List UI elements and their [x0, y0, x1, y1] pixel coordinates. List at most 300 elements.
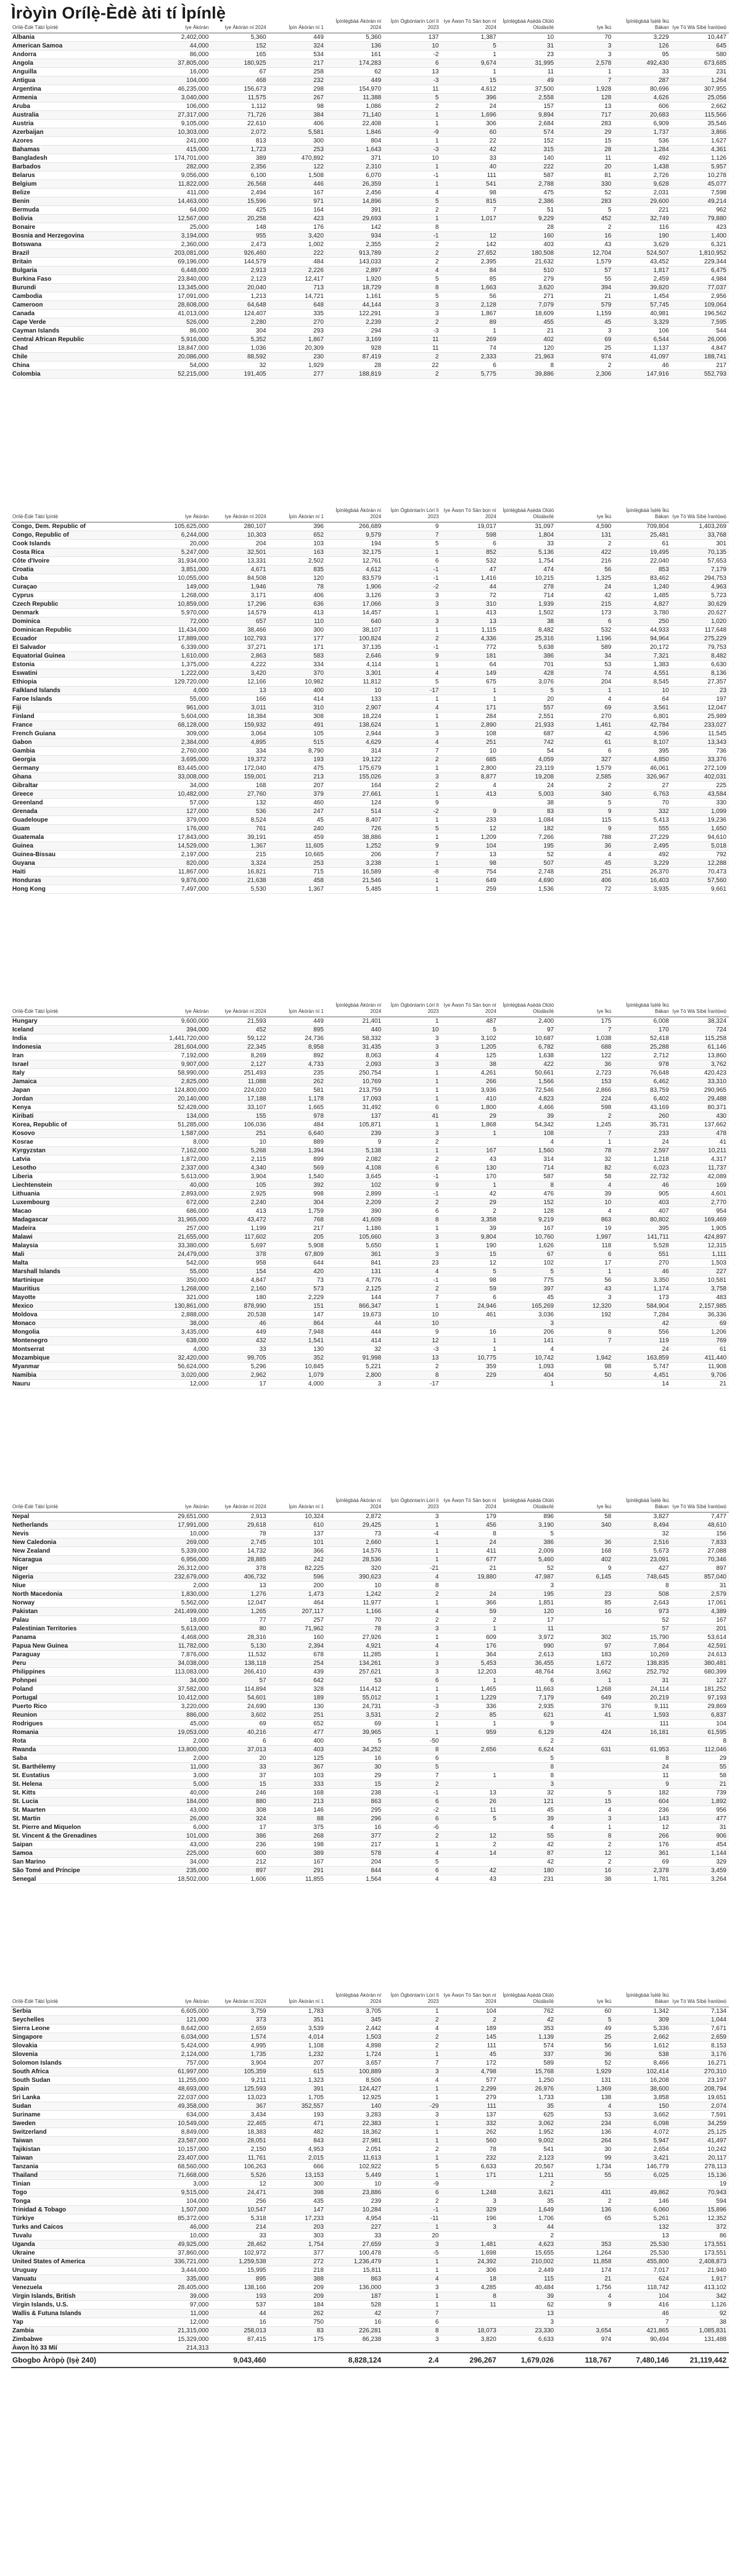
table-cell: 340 [556, 790, 614, 799]
table-cell: 11,737 [672, 1164, 729, 1173]
table-cell: 477 [269, 1728, 326, 1737]
country-name: Germany [11, 764, 154, 773]
table-row [11, 807, 729, 816]
table-cell: 215 [556, 600, 614, 609]
table-row [11, 1564, 729, 1573]
table-cell: 98 [269, 102, 326, 111]
table-cell: 17,233 [269, 2215, 326, 2223]
column-header: Iye Àkóràn [154, 19, 211, 33]
table-cell: 32 [499, 1789, 556, 1798]
country-name: Italy [11, 1069, 154, 1078]
country-name: Lithuania [11, 1190, 154, 1199]
table-cell: 268 [269, 1832, 326, 1841]
table-cell: 39,820 [614, 284, 671, 292]
table-cell [614, 2180, 671, 2189]
table-row [11, 1763, 729, 1772]
table-cell: 17,061 [672, 1599, 729, 1608]
table-cell: 820,000 [154, 859, 211, 868]
table-cell: 449 [269, 33, 326, 42]
table-cell: -21 [384, 1564, 441, 1573]
column-header: Iye Tó Wà Síbẹ̀ Ìranlọ́wọ́ [672, 1498, 729, 1513]
table-cell: 161 [326, 51, 384, 59]
table-cell: 1,638 [499, 1052, 556, 1060]
table-cell: 106,000 [154, 102, 211, 111]
table-cell: 3,820 [441, 2335, 498, 2344]
table-cell: 634,000 [154, 2111, 211, 2120]
table-cell: 11,545 [672, 730, 729, 738]
table-cell: 3,695,000 [154, 756, 211, 764]
table-cell: 6,801 [614, 712, 671, 721]
table-cell: 899 [269, 1155, 326, 1164]
table-cell: 168 [556, 1547, 614, 1556]
table-cell: 1,264 [556, 2249, 614, 2258]
table-row [11, 301, 729, 310]
table-cell: 1,733 [499, 2094, 556, 2102]
table-cell: 574 [499, 2042, 556, 2050]
table-cell: 4,000 [154, 1345, 211, 1354]
table-cell: 736 [672, 747, 729, 756]
table-cell: 2,449 [499, 2266, 556, 2275]
table-cell: 193 [269, 756, 326, 764]
table-cell: 857,040 [672, 1573, 729, 1582]
table-cell: 294 [326, 327, 384, 336]
column-header: Iye Àwọn Tó Sàn bọn ní 2024 [441, 1992, 498, 2007]
table-cell: 8,153 [672, 2042, 729, 2050]
table-cell: 2,597 [614, 1147, 671, 1155]
table-cell: 20,683 [614, 111, 671, 120]
table-cell: 555 [614, 825, 671, 833]
table-header-row [11, 1002, 729, 1017]
table-cell: 30 [326, 1763, 384, 1772]
table-cell: 13,800,000 [154, 1746, 211, 1754]
table-cell: 306 [441, 2266, 498, 2275]
table-cell: 27,317,000 [154, 111, 211, 120]
table-cell: 111 [441, 2042, 498, 2050]
table-cell: 813 [211, 137, 268, 146]
table-cell: 5,916,000 [154, 336, 211, 344]
table-cell: 1 [384, 2050, 441, 2059]
table-cell: 24,946 [441, 1302, 498, 1311]
table-cell: 542,000 [154, 1259, 211, 1268]
table-cell: 10 [384, 154, 441, 163]
table-cell: 19,236 [672, 816, 729, 825]
table-cell: 227 [672, 1268, 729, 1276]
table-cell: 11,605 [269, 842, 326, 851]
table-cell: 1,242 [326, 1590, 384, 1599]
table-cell: 3 [384, 2068, 441, 2076]
table-cell: 2,726 [614, 171, 671, 180]
table-row [11, 721, 729, 730]
table-cell: 173 [556, 609, 614, 617]
table-cell: 3,036 [499, 1311, 556, 1319]
table-cell: 20,627 [672, 609, 729, 617]
table-cell: 491 [269, 721, 326, 730]
table-cell: 5,018 [672, 842, 729, 851]
table-cell: 42 [441, 146, 498, 154]
table-cell: 386 [499, 1538, 556, 1547]
table-cell: 4 [499, 1823, 556, 1832]
country-table-section [11, 1992, 729, 2368]
table-cell: 16,000 [154, 68, 211, 76]
table-cell: 5,130 [211, 1642, 268, 1651]
table-cell: 2,310 [326, 163, 384, 171]
table-cell: 54,342 [499, 1121, 556, 1129]
table-cell: 478 [672, 1129, 729, 1138]
table-cell: 196 [441, 2215, 498, 2223]
table-cell: 1,209 [441, 833, 498, 842]
table-row [11, 2128, 729, 2137]
table-cell: 4,601 [672, 1190, 729, 1199]
table-cell: 94,964 [614, 635, 671, 643]
table-cell: 3,657 [326, 2059, 384, 2068]
table-cell: 18 [441, 2275, 498, 2284]
table-cell: 1,649 [499, 2206, 556, 2215]
table-row [11, 1078, 729, 1086]
table-cell: 2,160 [211, 1285, 268, 1294]
country-name: Finland [11, 712, 154, 721]
table-cell: 10,055,000 [154, 574, 211, 583]
table-cell: 51 [499, 206, 556, 215]
table-cell: 53,614 [672, 1633, 729, 1642]
table-row [11, 1371, 729, 1380]
table-cell: 8,000 [154, 1138, 211, 1147]
table-cell: 230 [269, 353, 326, 361]
table-cell: 12,352 [672, 2215, 729, 2223]
table-cell: 351 [269, 2016, 326, 2025]
country-name: Andorra [11, 51, 154, 59]
country-name: Georgia [11, 756, 154, 764]
table-cell: 134,261 [326, 1659, 384, 1668]
table-cell: 3,064 [211, 730, 268, 738]
table-cell: 231 [499, 1875, 556, 1884]
table-cell: -1 [384, 1789, 441, 1798]
table-cell: 649 [556, 1694, 614, 1703]
table-cell: 24 [441, 1538, 498, 1547]
table-cell: 577 [441, 2076, 498, 2085]
table-cell: 41,097 [614, 353, 671, 361]
table-cell: 3,229 [614, 859, 671, 868]
table-cell: 10,742 [499, 1354, 556, 1363]
grand-total-cell [154, 2353, 211, 2368]
table-row [11, 1841, 729, 1849]
table-cell: 208,794 [672, 2085, 729, 2094]
table-cell: 1,942 [556, 1354, 614, 1363]
table-cell: 4,895 [211, 738, 268, 747]
country-name: Iceland [11, 1026, 154, 1034]
table-cell: 4,612 [441, 85, 498, 94]
table-cell: 3,904 [211, 1173, 268, 1181]
table-cell: 136 [326, 42, 384, 51]
country-name: Slovakia [11, 2042, 154, 2050]
table-cell: 610 [269, 1521, 326, 1530]
table-cell: 4,798 [441, 2068, 498, 2076]
country-name: Kosovo [11, 1129, 154, 1138]
table-cell: 293 [269, 327, 326, 336]
table-cell: 50 [556, 1371, 614, 1380]
table-cell: 13 [211, 1582, 268, 1590]
country-name: Cameroon [11, 301, 154, 310]
table-cell: 18,384 [211, 712, 268, 721]
table-cell: 52,428,000 [154, 1104, 211, 1112]
table-row [11, 2266, 729, 2275]
table-cell: 3 [556, 42, 614, 51]
country-name: Israel [11, 1060, 154, 1069]
table-cell: 195 [499, 1590, 556, 1599]
table-cell: 70 [556, 33, 614, 42]
table-cell: 20 [384, 2232, 441, 2240]
table-cell: 2,395 [441, 258, 498, 266]
table-cell: 31,995 [499, 59, 556, 68]
table-cell: 541 [499, 2145, 556, 2154]
table-cell: 377 [326, 1832, 384, 1841]
country-name: Madagascar [11, 1216, 154, 1224]
table-cell: 36,455 [499, 1659, 556, 1668]
table-cell: 19 [556, 1224, 614, 1233]
table-cell: 464 [269, 1599, 326, 1608]
table-cell: 8,506 [326, 2076, 384, 2085]
table-row [11, 2094, 729, 2102]
table-cell: 31,965,000 [154, 1216, 211, 1224]
table-cell: 8,790 [269, 747, 326, 756]
table-cell: 64 [441, 661, 498, 669]
table-cell: 1,268,000 [154, 1285, 211, 1294]
table-cell: 2,893,000 [154, 1190, 211, 1199]
table-row [11, 1806, 729, 1815]
table-cell: 272,109 [672, 764, 729, 773]
table-cell: 132 [614, 2223, 671, 2232]
table-cell: 10,982 [269, 678, 326, 687]
table-cell: 1,166 [326, 1608, 384, 1616]
table-cell: 167 [269, 1858, 326, 1867]
table-cell: 1,264 [672, 76, 729, 85]
table-cell: 361 [614, 1849, 671, 1858]
table-cell: 8,494 [614, 1521, 671, 1530]
table-cell: 14,529,000 [154, 842, 211, 851]
table-cell [441, 1582, 498, 1590]
table-cell: 640 [326, 617, 384, 626]
table-cell: 157 [499, 102, 556, 111]
table-cell: 1 [384, 2258, 441, 2266]
table-row [11, 1121, 729, 1129]
table-row [11, 635, 729, 643]
table-cell: 13,153 [269, 2171, 326, 2180]
table-cell: 5,650 [326, 1242, 384, 1250]
table-cell: 905 [614, 1190, 671, 1199]
column-header: Ìpín Àkóràn ní 1 [269, 1992, 326, 2007]
column-header: Ìpínlẹ̀gbàá Àkóràn ní 2024 [326, 508, 384, 522]
table-cell: 10,211 [672, 1147, 729, 1155]
table-cell: 106,263 [211, 2163, 268, 2171]
table-cell: 217 [326, 1841, 384, 1849]
table-cell: 20,172 [614, 643, 671, 652]
table-cell: 350,000 [154, 1276, 211, 1285]
table-cell: 2,000 [154, 1737, 211, 1746]
country-name: Romania [11, 1728, 154, 1737]
table-cell: 33 [441, 154, 498, 163]
table-cell: 233,027 [672, 721, 729, 730]
table-cell: 2,585 [556, 773, 614, 782]
table-cell: 36 [556, 1060, 614, 1069]
country-name: Monaco [11, 1319, 154, 1328]
table-cell: 31,492 [326, 1104, 384, 1112]
country-name: Seychelles [11, 2016, 154, 2025]
table-cell: 425 [211, 206, 268, 215]
table-cell: 257,621 [326, 1668, 384, 1677]
table-row [11, 1199, 729, 1207]
table-cell [556, 2318, 614, 2327]
table-cell: 45 [441, 2050, 498, 2059]
table-cell: 21,593 [211, 1017, 268, 1026]
column-header: Iye Àkóràn ní 2024 [211, 1498, 268, 1513]
table-cell: 152 [499, 1199, 556, 1207]
table-cell: 56 [556, 2042, 614, 2050]
table-cell: 12,000 [154, 2318, 211, 2327]
table-cell: 34,259 [672, 2120, 729, 2128]
table-cell: 6 [384, 1815, 441, 1823]
table-cell: 456 [441, 1521, 498, 1530]
column-header: Ìpínlẹ̀gbàá Àkóràn ní 2024 [326, 1992, 384, 2007]
table-cell: 3,629 [614, 241, 671, 249]
table-cell: 4 [384, 189, 441, 197]
table-cell: 46 [614, 2310, 671, 2318]
table-cell [556, 2310, 614, 2318]
table-cell: 120 [499, 344, 556, 353]
table-cell: 3,329 [614, 318, 671, 327]
table-cell: 1,783 [269, 2007, 326, 2016]
table-cell: 1 [384, 1685, 441, 1694]
table-cell: 5 [556, 2016, 614, 2025]
table-cell: 61 [556, 738, 614, 747]
table-cell: 27,229 [614, 833, 671, 842]
table-cell: 678 [269, 1651, 326, 1659]
table-cell: 4,451 [614, 1371, 671, 1380]
table-cell: 121 [499, 1798, 556, 1806]
table-cell: 1,079 [269, 1371, 326, 1380]
table-cell: 57,000 [154, 799, 211, 807]
column-header: Ìpínlẹ̀gbàá Ìṣẹ̀lẹ̀ Ìkú Bákan [614, 508, 671, 522]
table-cell: 2,015 [269, 2154, 326, 2163]
table-cell: 57,745 [614, 301, 671, 310]
table-cell: 29 [556, 128, 614, 137]
table-cell: 21,940 [672, 2266, 729, 2275]
table-cell: 195 [499, 842, 556, 851]
table-cell: 52 [556, 189, 614, 197]
table-cell: -1 [384, 232, 441, 241]
table-cell: 2,473 [211, 241, 268, 249]
table-cell: 167 [269, 189, 326, 197]
table-cell: 9,105,000 [154, 120, 211, 128]
table-cell: 449 [269, 1017, 326, 1026]
table-cell: 7,833 [672, 1538, 729, 1547]
country-name: Lesotho [11, 1164, 154, 1173]
table-cell: 23,330 [499, 2327, 556, 2335]
table-cell: 37,860,000 [154, 2249, 211, 2258]
table-cell: 524,507 [614, 249, 671, 258]
table-cell: 403 [614, 1199, 671, 1207]
column-header: Iye Tó Wà Síbẹ̀ Ìranlọ́wọ́ [672, 508, 729, 522]
table-cell: 9,579 [326, 531, 384, 540]
table-cell: 1,084 [499, 816, 556, 825]
table-cell: 7,497,000 [154, 885, 211, 894]
table-cell: 5,261 [614, 2215, 671, 2223]
table-cell: 242 [269, 1556, 326, 1564]
table-cell: 9 [384, 652, 441, 661]
table-cell: 5,747 [614, 1363, 671, 1371]
table-cell: 2 [499, 2180, 556, 2189]
table-cell: 2,962 [211, 1371, 268, 1380]
table-cell: 4 [384, 1875, 441, 1884]
table-cell: 33 [499, 540, 556, 548]
column-header: Iye Àkóràn ní 2024 [211, 19, 268, 33]
table-cell: 2,913 [211, 1513, 268, 1521]
table-cell: -1 [384, 171, 441, 180]
table-cell: 134,000 [154, 1112, 211, 1121]
table-cell: 154,970 [326, 85, 384, 94]
table-cell: 2,863 [211, 652, 268, 661]
table-cell: 7,192,000 [154, 1052, 211, 1060]
table-cell: 961,000 [154, 704, 211, 712]
table-cell: 396 [269, 522, 326, 531]
table-cell: 4,114 [326, 661, 384, 669]
table-row [11, 1354, 729, 1363]
table-cell: 10,269 [614, 1651, 671, 1659]
table-cell: 1,250 [499, 2076, 556, 2085]
table-cell: 146 [269, 1806, 326, 1815]
country-name: Ethiopia [11, 678, 154, 687]
table-cell: 173 [614, 1294, 671, 1302]
table-row [11, 712, 729, 721]
table-cell: 42 [326, 2310, 384, 2318]
table-cell: 65 [556, 2215, 614, 2223]
table-row [11, 51, 729, 59]
country-name: France [11, 721, 154, 730]
country-name: Bonaire [11, 223, 154, 232]
table-cell: 853 [614, 566, 671, 574]
table-cell: 37,013 [211, 1746, 268, 1754]
table-cell: 18,000 [154, 1616, 211, 1625]
table-cell: 296 [326, 1815, 384, 1823]
country-name: Dominica [11, 617, 154, 626]
table-row [11, 1538, 729, 1547]
table-cell: 6,630 [672, 661, 729, 669]
table-row [11, 687, 729, 695]
table-row [11, 1746, 729, 1754]
table-cell: 4 [556, 1806, 614, 1815]
table-cell: 2,662 [614, 2033, 671, 2042]
table-cell: 9 [384, 522, 441, 531]
table-row [11, 1867, 729, 1875]
table-cell: 33,310 [672, 1078, 729, 1086]
table-cell: 105,871 [326, 1121, 384, 1129]
table-cell: 2,408,873 [672, 2258, 729, 2266]
table-cell: 39,965 [326, 1728, 384, 1737]
country-name: Rota [11, 1737, 154, 1746]
table-cell: 2,897 [326, 266, 384, 275]
table-cell: 336,721,000 [154, 2258, 211, 2266]
table-cell: 22 [384, 361, 441, 370]
table-cell: 298 [269, 85, 326, 94]
table-cell: 1,218 [614, 1155, 671, 1164]
table-cell: 6,956,000 [154, 1556, 211, 1564]
table-cell: 9,804 [441, 1233, 498, 1242]
table-cell: 330 [672, 799, 729, 807]
table-cell: 315 [499, 146, 556, 154]
table-cell: 8 [556, 1328, 614, 1337]
table-cell: 1,610,000 [154, 652, 211, 661]
table-cell: 971 [269, 197, 326, 206]
country-name: Barbados [11, 163, 154, 171]
table-cell: 12 [384, 1337, 441, 1345]
